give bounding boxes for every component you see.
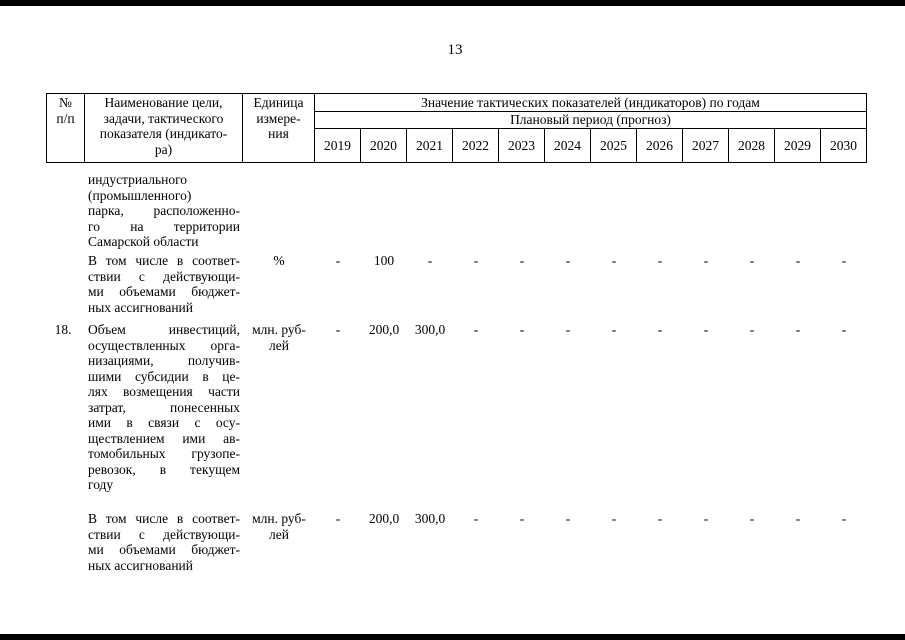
unit-of-measure	[244, 253, 314, 269]
value-2030: -	[841, 511, 847, 526]
indicator-name-line: ревозок, в текущем	[88, 461, 240, 477]
indicator-name-line: Самарской области	[88, 234, 199, 249]
indicator-name-line: низациями, получив-	[88, 353, 240, 368]
unit-line: %	[273, 253, 285, 268]
header-unit-line: Единица	[253, 95, 304, 110]
unit-of-measure	[244, 511, 314, 542]
indicator-name-line: ществлением ими ав-	[88, 430, 240, 446]
indicator-name-line: томобильных грузопе-	[88, 446, 240, 461]
value-2022: -	[473, 322, 479, 337]
year-2023: 2023	[499, 129, 545, 163]
value-2023: -	[519, 253, 525, 268]
header-name-line: задачи, тактического	[103, 110, 224, 126]
value-2028: -	[749, 322, 755, 337]
value-2028: -	[749, 253, 755, 268]
unit-line: млн. руб-	[252, 322, 306, 337]
header-unit-line: измере-	[256, 110, 301, 126]
indicator-name-line: Объем инвестиций,	[88, 322, 240, 337]
page-number: 13	[447, 42, 463, 58]
unit-line: млн. руб-	[252, 511, 306, 526]
indicator-name-line: (промышленного)	[88, 187, 192, 203]
value-2026: -	[657, 511, 663, 526]
year-2029: 2029	[775, 129, 821, 163]
row-number: 18.	[54, 322, 72, 337]
value-2022: -	[473, 253, 479, 268]
header-period-title: Плановый период (прогноз)	[315, 112, 867, 129]
value-2030: -	[841, 322, 847, 337]
header-name-line: ра)	[154, 141, 173, 157]
value-2030: -	[841, 253, 847, 268]
value-2021: 300,0	[414, 511, 446, 526]
indicator-name-line: затрат, понесенных	[88, 399, 240, 415]
year-2020: 2020	[361, 129, 407, 163]
year-2021: 2021	[407, 129, 453, 163]
value-2021: -	[427, 253, 433, 268]
value-2028: -	[749, 511, 755, 526]
value-2029: -	[795, 322, 801, 337]
value-2025: -	[611, 253, 617, 268]
indicator-name-line: ми объемами бюджет-	[88, 284, 240, 299]
value-2023: -	[519, 322, 525, 337]
indicator-name-line: го на территории	[88, 218, 240, 234]
value-2020: 100	[373, 253, 395, 268]
value-2026: -	[657, 322, 663, 337]
indicator-name	[88, 511, 240, 573]
indicator-name-line: В том числе в соответ-	[88, 253, 240, 268]
year-2025: 2025	[591, 129, 637, 163]
year-2022: 2022	[453, 129, 499, 163]
indicator-name-line: осуществленных орга-	[88, 337, 240, 353]
indicator-name-line: ствии с действующи-	[88, 526, 240, 542]
indicator-name-line: ных ассигнований	[88, 557, 193, 573]
unit-line: лей	[269, 526, 289, 542]
value-2019: -	[335, 322, 341, 337]
unit-line: лей	[269, 337, 289, 353]
header-name-line: показателя (индикато-	[99, 126, 228, 141]
value-2021: 300,0	[414, 322, 446, 337]
value-2029: -	[795, 253, 801, 268]
indicator-name-line: ими в связи с осу-	[88, 415, 240, 430]
indicator-name-line: ствии с действующи-	[88, 268, 240, 284]
year-2028: 2028	[729, 129, 775, 163]
indicator-name	[88, 322, 240, 493]
value-2022: -	[473, 511, 479, 526]
value-2024: -	[565, 322, 571, 337]
header-num-line: №	[59, 95, 72, 110]
header-name-line: Наименование цели,	[104, 95, 223, 110]
value-2024: -	[565, 253, 571, 268]
value-2027: -	[703, 322, 709, 337]
value-2025: -	[611, 322, 617, 337]
value-2024: -	[565, 511, 571, 526]
indicator-name	[88, 253, 240, 315]
unit-of-measure	[244, 322, 314, 353]
year-2030: 2030	[821, 129, 867, 163]
value-2029: -	[795, 511, 801, 526]
year-2019: 2019	[315, 129, 361, 163]
indicator-name-line: году	[88, 477, 114, 492]
indicator-name-line: В том числе в соответ-	[88, 511, 240, 526]
indicator-name-line: ми объемами бюджет-	[88, 542, 240, 557]
value-2023: -	[519, 511, 525, 526]
header-num-line: п/п	[56, 110, 75, 126]
indicator-name-line: парка, расположенно-	[88, 203, 240, 218]
indicator-name-line: лях возмещения части	[88, 384, 240, 399]
value-2020: 200,0	[368, 322, 400, 337]
value-2025: -	[611, 511, 617, 526]
indicator-name-line: индустриального	[88, 172, 188, 187]
value-2019: -	[335, 253, 341, 268]
year-2027: 2027	[683, 129, 729, 163]
value-2020: 200,0	[368, 511, 400, 526]
year-2024: 2024	[545, 129, 591, 163]
indicator-name-line: шими субсидии в це-	[88, 368, 240, 384]
indicator-name	[88, 172, 240, 250]
indicator-name-line: ных ассигнований	[88, 299, 193, 315]
header-unit-line: ния	[268, 126, 289, 141]
value-2027: -	[703, 511, 709, 526]
value-2027: -	[703, 253, 709, 268]
value-2019: -	[335, 511, 341, 526]
page-bottom-border	[0, 634, 905, 640]
year-2026: 2026	[637, 129, 683, 163]
header-values-title: Значение тактических показателей (индикаторов) по годам	[315, 94, 867, 112]
value-2026: -	[657, 253, 663, 268]
